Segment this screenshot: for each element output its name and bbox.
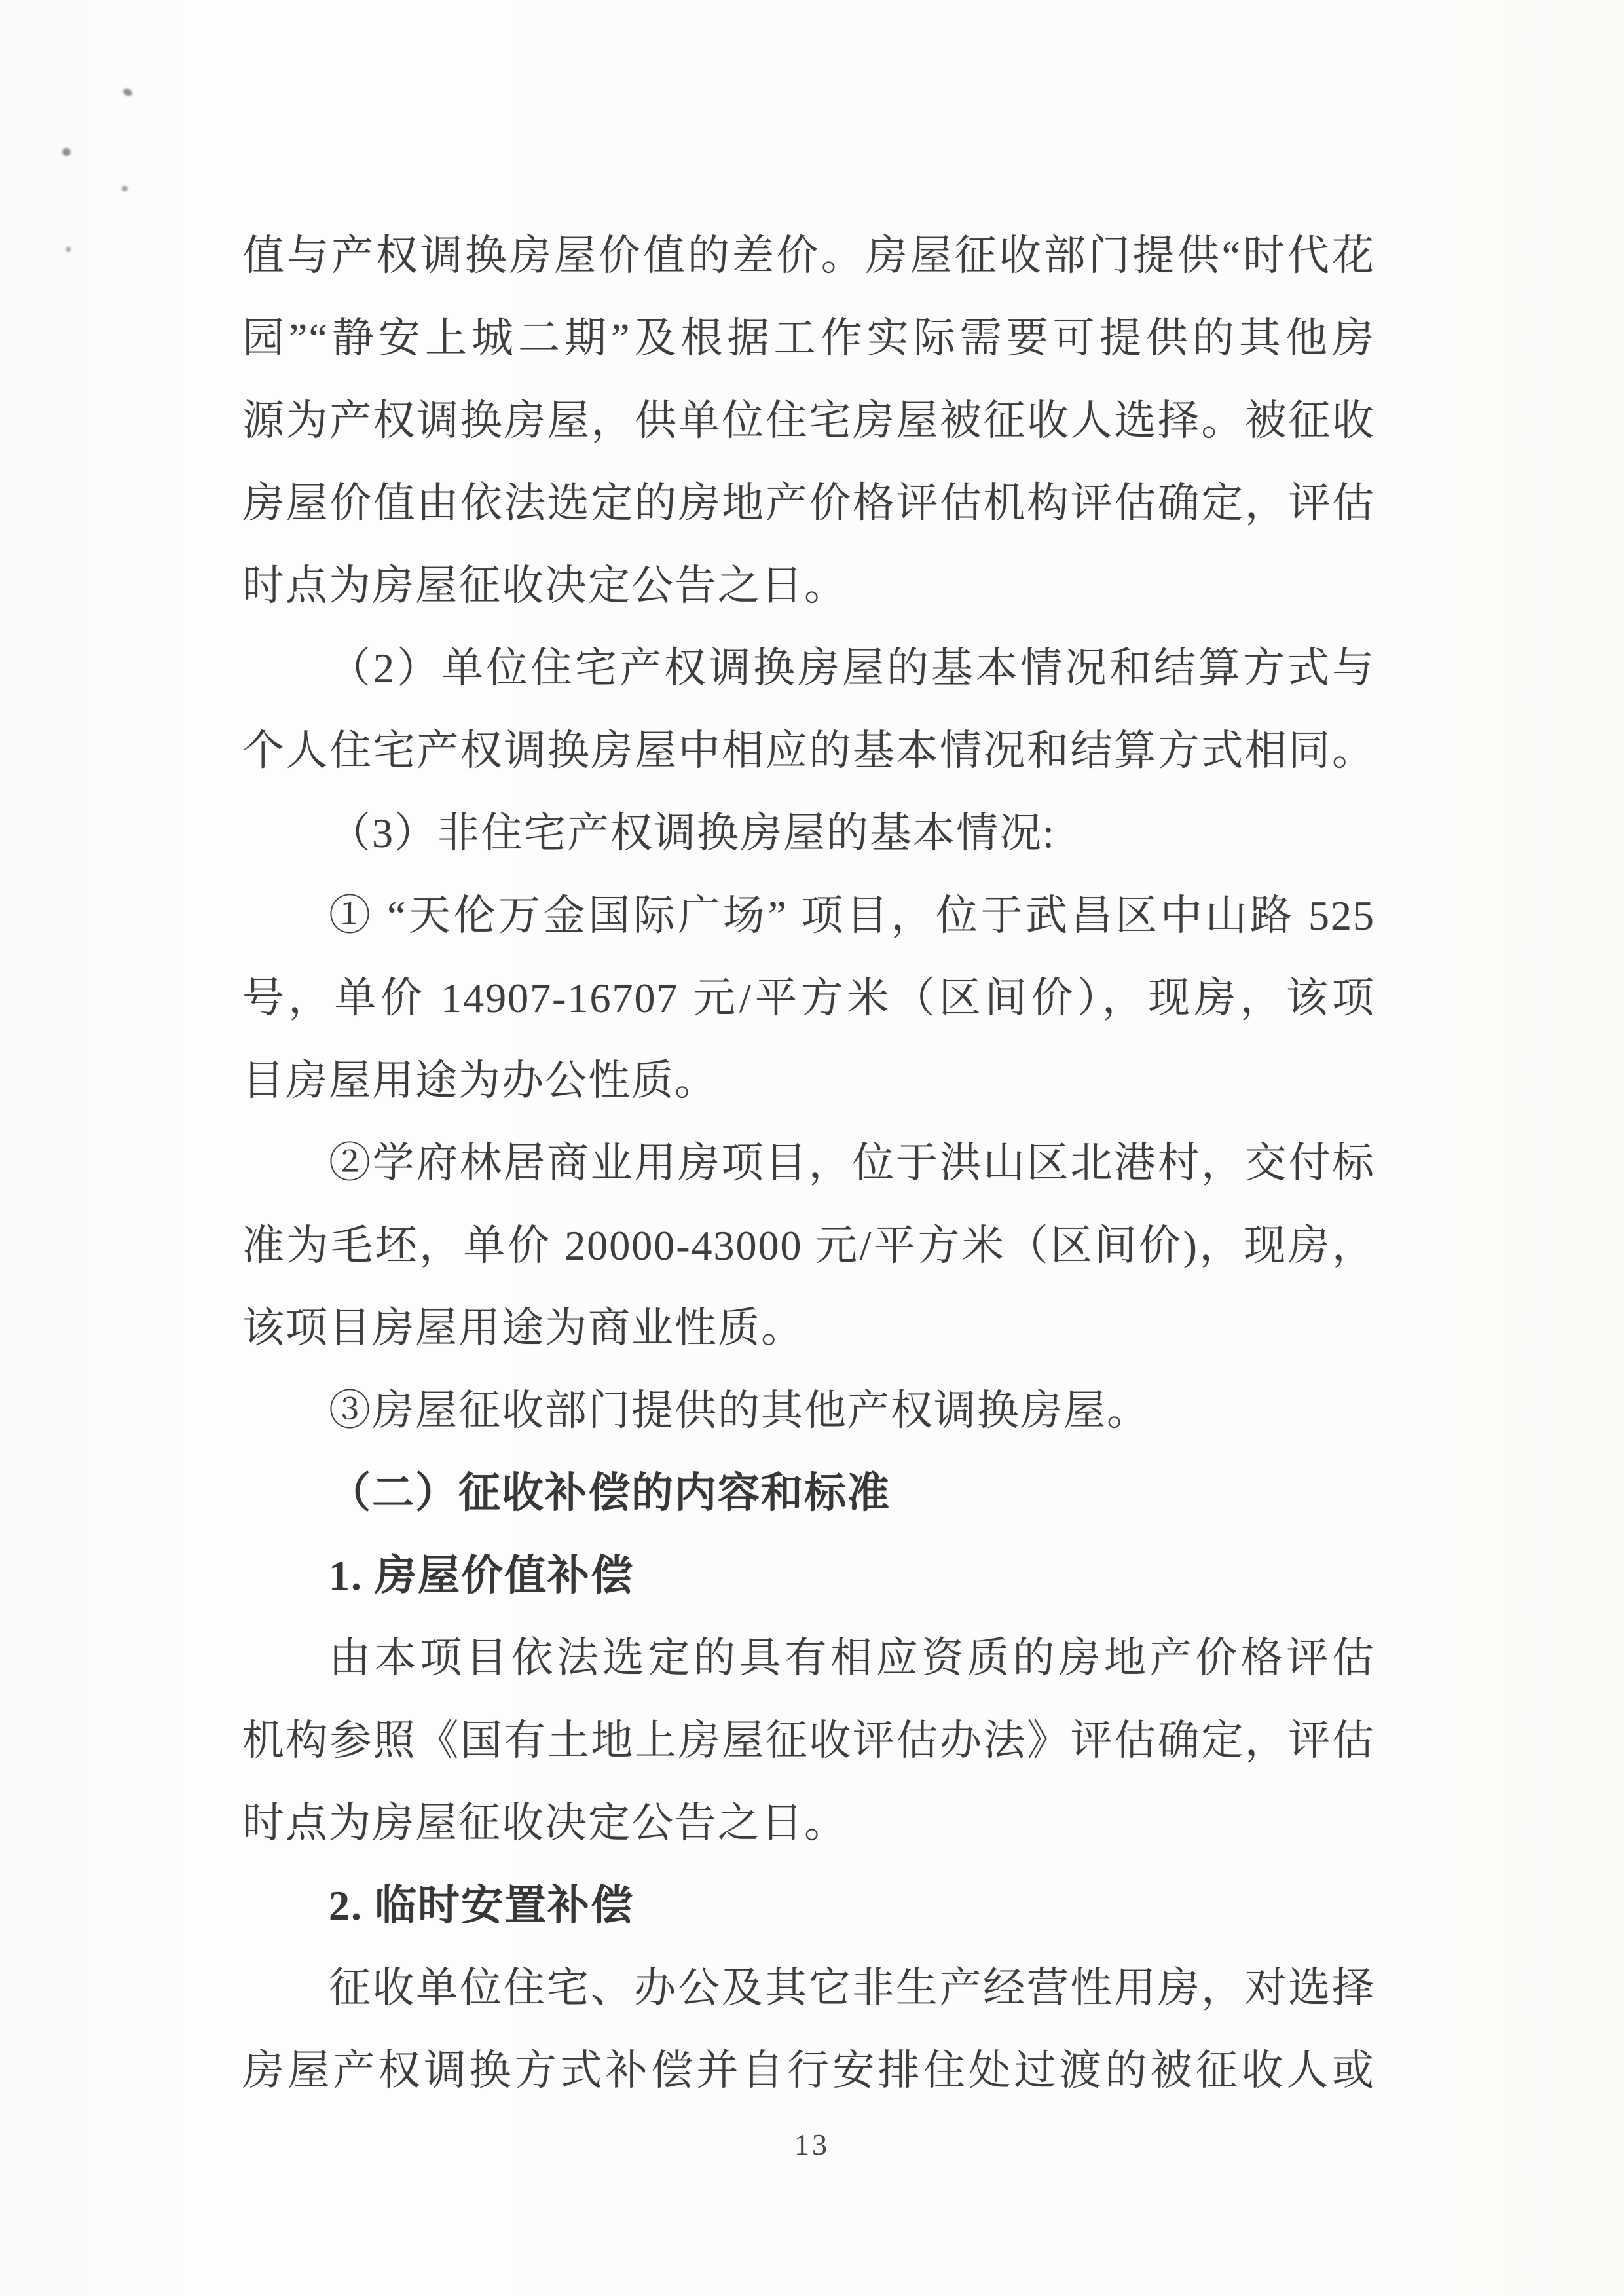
- document-body: [242, 215, 1375, 2112]
- text-line: 征收单位住宅、办公及其它非生产经营性用房，对选择: [329, 1965, 1375, 2011]
- page-number: [0, 2129, 1624, 2160]
- text-line: 时点为房屋征收决定公告之日。: [242, 1800, 847, 1846]
- text-line: 由本项目依法选定的具有相应资质的房地产价格评估: [329, 1635, 1375, 1681]
- text-line: 园”“静安上城二期”及根据工作实际需要可提供的其他房: [242, 315, 1375, 361]
- text-line: ③房屋征收部门提供的其他产权调换房屋。: [329, 1387, 1150, 1434]
- text-line: 时点为房屋征收决定公告之日。: [242, 562, 847, 609]
- scan-speck: [62, 148, 71, 156]
- scan-speck: [122, 186, 128, 191]
- text-line: （2）单位住宅产权调换房屋的基本情况和结算方式与: [329, 645, 1375, 691]
- text-line: 房屋产权调换方式补偿并自行安排住处过渡的被征收人或: [242, 2047, 1375, 2094]
- text-line: 机构参照《国有土地上房屋征收评估办法》评估确定，评估: [242, 1717, 1375, 1764]
- text-line: 2. 临时安置补偿: [329, 1882, 634, 1929]
- text-line: （3）非住宅产权调换房屋的基本情况:: [329, 810, 1056, 856]
- page-number-value: 13: [794, 2128, 830, 2161]
- text-line: 源为产权调换房屋，供单位住宅房屋被征收人选择。被征收: [242, 397, 1375, 444]
- text-line: 值与产权调换房屋价值的差价。房屋征收部门提供“时代花: [242, 232, 1375, 279]
- text-line: 目房屋用途为办公性质。: [242, 1057, 718, 1104]
- text-line: 号，单价 14907-16707 元/平方米（区间价），现房，该项: [242, 975, 1375, 1021]
- text-line: （二）征收补偿的内容和标准: [329, 1470, 891, 1516]
- scan-speck: [122, 88, 134, 98]
- text-line: 1. 房屋价值补偿: [329, 1552, 634, 1599]
- text-line: ②学府林居商业用房项目，位于洪山区北港村，交付标: [329, 1140, 1375, 1186]
- text-line: 准为毛坯，单价 20000-43000 元/平方米（区间价)，现房，: [242, 1222, 1375, 1269]
- text-line: ① “天伦万金国际广场” 项目，位于武昌区中山路 525: [329, 892, 1375, 939]
- scan-speck: [66, 247, 71, 252]
- text-line: 房屋价值由依法选定的房地产价格评估机构评估确定，评估: [242, 480, 1375, 526]
- text-line: 个人住宅产权调换房屋中相应的基本情况和结算方式相同。: [242, 727, 1375, 774]
- text-line: 该项目房屋用途为商业性质。: [242, 1305, 804, 1351]
